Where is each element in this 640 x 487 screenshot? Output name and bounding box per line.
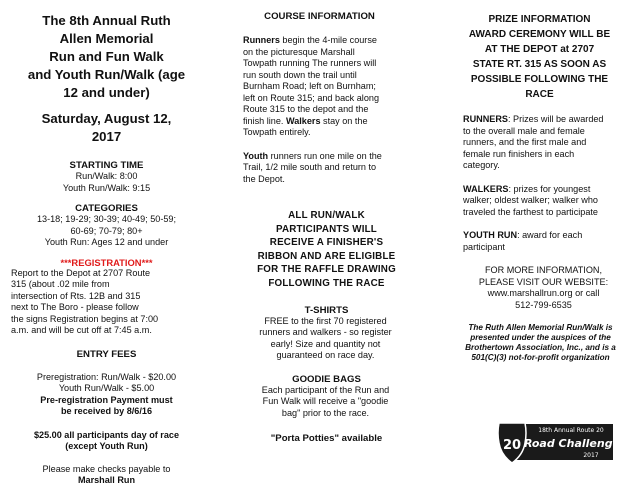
course-text-line: Burnham Road; left on Burnham; (243, 81, 376, 91)
tshirts-heading: T-SHIRTS (304, 304, 349, 316)
starting-times: Run/Walk: 8:00 Youth Run/Walk: 9:15 (62, 171, 151, 193)
course-text-line: finish line. Walkers stay on the (243, 115, 368, 126)
course-text-line: on the picturesque Marshall (243, 46, 355, 57)
course-description (213, 35, 426, 139)
more-info: FOR MORE INFORMATION, PLEASE VISIT OUR WEBSITE: www.marshallrun.org or call 512-799-6535 (433, 265, 640, 311)
runners-text-line: runners, and the first male and (463, 137, 587, 147)
road-challenge-logo-graphic (495, 419, 618, 465)
logo-line2: Road Challenge (523, 437, 618, 450)
payee: Marshall Run (77, 475, 136, 485)
walkers-text-line: WALKERS: prizes for youngest (463, 183, 591, 194)
course-text-line: run south down the trail until (243, 69, 357, 80)
youth-run-prizes (433, 230, 640, 253)
registration-text: Report to the Depot at 2707 Route 315 (about .02 mile from intersection of Rts. 12B and 315 next to The Boro - please follow the signs Registration begins at 7:00 a.m. and will be cut off at 7:45 a.m. (11, 267, 159, 335)
entry-fees-heading: ENTRY FEES (76, 348, 137, 360)
middle-column (213, 0, 426, 444)
youth-run-text-line: participant (463, 241, 505, 252)
right-column (433, 0, 640, 363)
course-text-line: Route 315 to the depot and the (243, 104, 369, 114)
course-text-line: left on Route 315; and back along (243, 92, 380, 103)
checks-payable-note: Please make checks payable to Marshall Run (0, 464, 213, 487)
ribbon-raffle-notice: ALL RUN/WALK PARTICIPANTS WILL RECEIVE A FINISHER'S RIBBON AND ARE ELIGIBLE FOR THE RAFFLE DRAWING FOLLOWING THE RACE (257, 210, 396, 289)
categories-heading: CATEGORIES (75, 203, 138, 214)
event-title: The 8th Annual Ruth Allen Memorial Run and Fun Walk and Youth Run/Walk (age 12 and under) (27, 13, 186, 100)
youth-text-line: Trail, 1/2 mile south and return to (243, 162, 377, 172)
road-challenge-logo (495, 419, 618, 465)
walkers-prizes (433, 184, 640, 219)
starting-time-heading: STARTING TIME (69, 160, 144, 171)
youth-text-line: the Depot. (243, 173, 285, 184)
logo-line1: 18th Annual Route 20 (538, 427, 604, 434)
runners-prizes (433, 114, 640, 172)
sponsor-footnote: The Ruth Allen Memorial Run/Walk is presented under the auspices of the Brothertown Association, Inc., and is a 501(C)(3) not-for-profit organization (465, 323, 616, 362)
runners-text-line: to the overall male and female (463, 125, 585, 136)
registration-heading: ***REGISTRATION*** (60, 256, 153, 268)
logo-year: 2017 (583, 452, 599, 459)
fees-list: Preregistration: Run/Walk - $20.00 Youth Run/Walk - $5.00 (36, 371, 177, 393)
youth-text-line: Youth runners run one mile on the (243, 150, 382, 161)
youth-course-description (213, 151, 426, 186)
course-heading: COURSE INFORMATION (264, 11, 375, 22)
porta-potties-note: "Porta Potties" available (270, 433, 383, 445)
goodie-bags-text: Each participant of the Run and Fun Walk will receive a "goodie bag" prior to the race. (261, 384, 390, 418)
walkers-text-line: walker; oldest walker; walker who (463, 195, 598, 205)
walkers-text-line: traveled the farthest to participate (463, 206, 598, 217)
runners-text-line: category. (463, 160, 500, 170)
categories-list: 13-18; 19-29; 30-39; 40-49; 50-59; 60-69; 70-79; 80+ Youth Run: Ages 12 and under (36, 214, 177, 247)
shield-number: 20 (502, 438, 522, 453)
website-link[interactable]: www.marshallrun.org or call (487, 288, 600, 298)
course-text-line: Towpath entirely. (243, 127, 311, 137)
day-of-race-fee: $25.00 all participants day of race (except Youth Run) (33, 429, 180, 451)
tshirts-text: FREE to the first 70 registered runners and walkers - so register early! Size and quantity not guaranteed on race day. (259, 315, 392, 361)
runners-text-line: RUNNERS: Prizes will be awarded (463, 114, 604, 124)
course-text-line: Runners begin the 4-mile course (243, 35, 377, 45)
phone-number: 512-799-6535 (515, 299, 572, 310)
prereg-payment-note: Pre-registration Payment must be received by 8/6/16 (40, 394, 173, 416)
left-column (0, 0, 213, 487)
prize-heading: PRIZE INFORMATION AWARD CEREMONY WILL BE AT THE DEPOT at 2707 STATE RT. 315 AS SOON AS POSSIBLE FOLLOWING THE RACE (468, 14, 611, 100)
youth-run-text-line: YOUTH RUN: award for each (463, 230, 583, 240)
course-text-line: Towpath running The runners will (243, 58, 377, 68)
event-date: Saturday, August 12, 2017 (41, 111, 172, 144)
runners-text-line: female run finishers in each (463, 148, 575, 159)
goodie-bags-heading: GOODIE BAGS (292, 373, 361, 385)
